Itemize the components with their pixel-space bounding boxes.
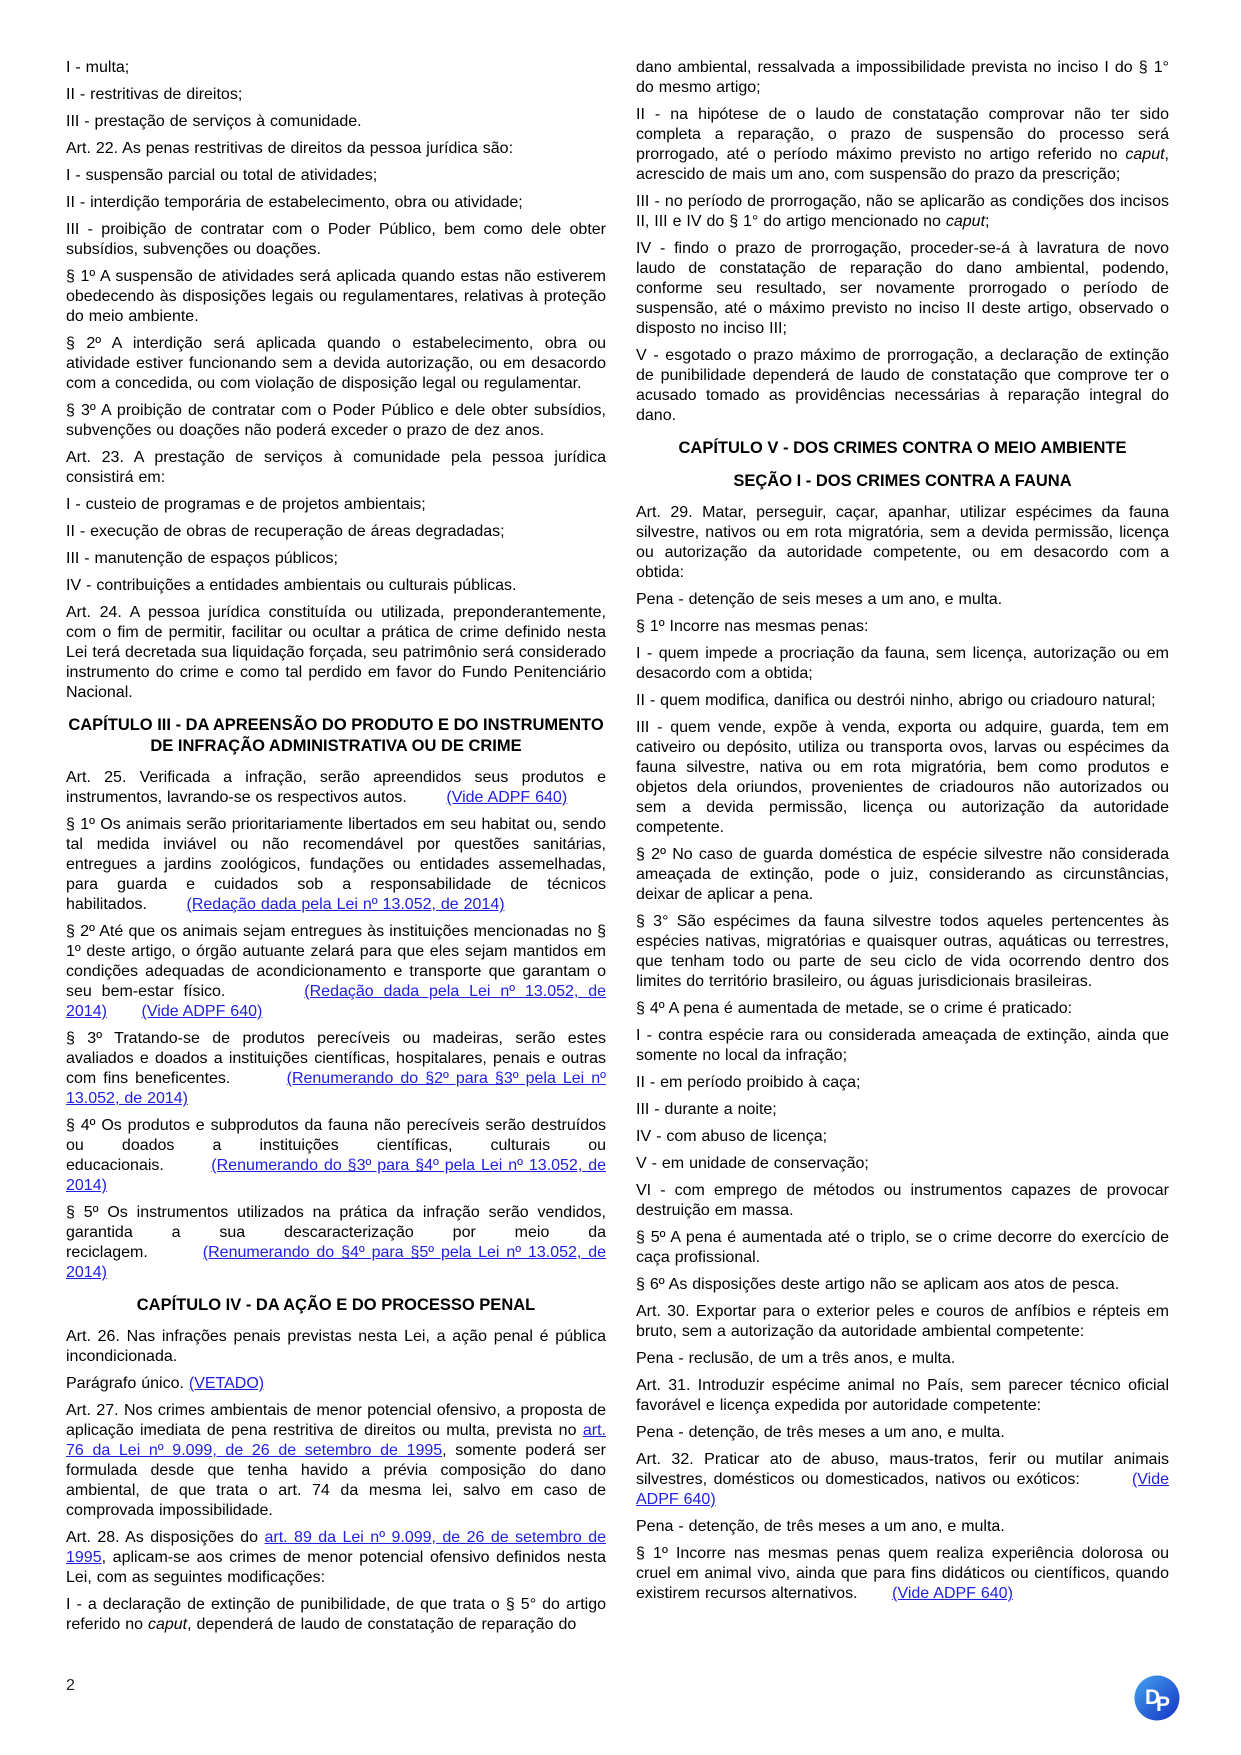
italic-term: caput <box>1125 146 1165 163</box>
paragraph <box>66 166 606 186</box>
text-run: III - durante a noite; <box>636 1101 777 1118</box>
logo-letter-d: D <box>1145 1686 1161 1709</box>
text-run: § 1º A suspensão de atividades será aplicada quando estas não estiverem obedecendo às disposições legais ou regulamentares, relativas à proteção do meio ambiente. <box>66 268 606 325</box>
paragraph <box>636 192 1169 232</box>
paragraph <box>66 1528 606 1588</box>
paragraph <box>66 401 606 441</box>
text-run: § 2º No caso de guarda doméstica de espécie silvestre não considerada ameaçada de extinção, pode o juiz, considerando as circunstâncias, deixar de aplicar a pena. <box>636 846 1169 903</box>
law-reference-link[interactable]: (Renumerando do §2º para §3º pela Lei nº 13.052, de 2014) <box>66 1070 606 1107</box>
dp-logo <box>1133 1674 1181 1722</box>
text-run: II - na hipótese de o laudo de constatação comprovar não ter sido completa a reparação, o prazo de suspensão do processo será prorrogado, até o período máximo previsto no artigo referido no <box>636 106 1169 163</box>
text-run: Parágrafo único. <box>66 1375 189 1392</box>
text-run: Art. 26. Nas infrações penais previstas nesta Lei, a ação penal é pública incondicionada. <box>66 1328 606 1365</box>
paragraph <box>66 603 606 703</box>
text-run: II - interdição temporária de estabelecimento, obra ou atividade; <box>66 194 523 211</box>
paragraph <box>636 617 1169 637</box>
paragraph <box>66 522 606 542</box>
paragraph <box>66 1595 606 1635</box>
text-run: CAPÍTULO V - DOS CRIMES CONTRA O MEIO AMBIENTE <box>678 439 1127 457</box>
text-run: V - em unidade de conservação; <box>636 1155 869 1172</box>
text-run: VI - com emprego de métodos ou instrumentos capazes de provocar destruição em massa. <box>636 1182 1169 1219</box>
text-run: § 3º Tratando-se de produtos perecíveis ou madeiras, serão estes avaliados e doados a instituições científicas, hospitalares, penais e outras com fins beneficentes. <box>66 1030 606 1087</box>
paragraph <box>66 1203 606 1283</box>
chapter-heading <box>636 438 1169 459</box>
text-run: I - multa; <box>66 59 130 76</box>
paragraph <box>636 718 1169 838</box>
paragraph <box>636 503 1169 583</box>
paragraph <box>636 1517 1169 1537</box>
law-reference-link[interactable]: (Redação dada pela Lei nº 13.052, de 2014) <box>66 983 606 1020</box>
text-run: Art. 27. Nos crimes ambientais de menor potencial ofensivo, a proposta de aplicação imediata de pena restritiva de direitos ou multa, prevista no <box>66 1402 606 1439</box>
paragraph <box>66 1029 606 1109</box>
text-run: § 5º Os instrumentos utilizados na prática da infração serão vendidos, garantida a sua descaracterização por meio da reciclagem. <box>66 1204 606 1261</box>
paragraph <box>636 1275 1169 1295</box>
law-reference-link[interactable]: art. 89 da Lei nº 9.099, de 26 de setembro de 1995 <box>66 1529 607 1566</box>
text-run: Art. 22. As penas restritivas de direitos da pessoa jurídica são: <box>66 140 514 157</box>
chapter-heading <box>66 715 606 757</box>
text-run: Pena - detenção, de três meses a um ano, e multa. <box>636 1518 1005 1535</box>
paragraph <box>636 1026 1169 1066</box>
paragraph <box>66 112 606 132</box>
paragraph <box>636 239 1169 339</box>
text-run: § 3° São espécimes da fauna silvestre todos aqueles pertencentes às espécies nativas, migratórias e quaisquer outras, aquáticas ou terrestres, que tenham todo ou parte de seu ciclo de vida ocorrendo dentro dos limites do território brasileiro, ou águas jurisdicionais brasileiras. <box>636 913 1169 990</box>
paragraph <box>636 1154 1169 1174</box>
text-run: § 4º Os produtos e subprodutos da fauna não perecíveis serão destruídos ou doados a instituições científicas, culturais ou educacionais. <box>66 1117 606 1174</box>
paragraph <box>66 58 606 78</box>
law-reference-link[interactable]: (Vide ADPF 640) <box>636 1471 1169 1508</box>
text-run: IV - com abuso de licença; <box>636 1128 828 1145</box>
paragraph <box>66 139 606 159</box>
text-run: II - restritivas de direitos; <box>66 86 243 103</box>
law-reference-link[interactable]: (Renumerando do §3º para §4º pela Lei nº 13.052, de 2014) <box>66 1157 606 1194</box>
text-run: CAPÍTULO III - DA APREENSÃO DO PRODUTO E DO INSTRUMENTO DE INFRAÇÃO ADMINISTRATIVA OU DE CRIME <box>68 716 604 755</box>
text-run: IV - findo o prazo de prorrogação, proceder-se-á à lavratura de novo laudo de constatação de reparação do dano ambiental, podendo, conforme seu resultado, ser novamente prorrogado o período de suspensão, até o máximo previsto no inciso II deste artigo, observado o disposto no inciso III; <box>636 240 1169 337</box>
text-run: I - custeio de programas e de projetos ambientais; <box>66 496 426 513</box>
paragraph <box>636 590 1169 610</box>
text-run: § 5º A pena é aumentada até o triplo, se o crime decorre do exercício de caça profissional. <box>636 1229 1169 1266</box>
text-run: Art. 23. A prestação de serviços à comunidade pela pessoa jurídica consistirá em: <box>66 449 606 486</box>
text-run: , aplicam-se aos crimes de menor potencial ofensivo definidos nesta Lei, com as seguintes modificações: <box>66 1549 606 1586</box>
paragraph <box>66 1327 606 1367</box>
text-run: III - no período de prorrogação, não se aplicarão as condições dos incisos II, III e IV do § 1° do artigo mencionado no <box>636 193 1169 230</box>
paragraph <box>636 999 1169 1019</box>
law-reference-link[interactable]: (Redação dada pela Lei nº 13.052, de 2014) <box>186 896 505 913</box>
text-run: § 4º A pena é aumentada de metade, se o crime é praticado: <box>636 1000 1073 1017</box>
paragraph <box>636 845 1169 905</box>
text-run: § 6º As disposições deste artigo não se aplicam aos atos de pesca. <box>636 1276 1120 1293</box>
text-run: , dependerá de laudo de constatação de reparação do <box>187 1616 577 1633</box>
text-run: II - quem modifica, danifica ou destrói ninho, abrigo ou criadouro natural; <box>636 692 1156 709</box>
text-run: I - a declaração de extinção de punibilidade, de que trata o § 5° do artigo referido no <box>66 1596 606 1633</box>
text-run: II - execução de obras de recuperação de áreas degradadas; <box>66 523 505 540</box>
right-column <box>636 58 1169 1642</box>
paragraph <box>66 334 606 394</box>
text-run: III - proibição de contratar com o Poder Público, bem como dele obter subsídios, subvenções ou doações. <box>66 221 606 258</box>
text-run: § 1º Os animais serão prioritariamente libertados em seu habitat ou, sendo tal medida inviável ou não recomendável por questões sanitárias, entregues a jardins zoológicos, fundações ou entidades assemelhadas, para guarda e cuidados sob a responsabilidade de técnicos habilitados. <box>66 816 606 913</box>
text-run: I - quem impede a procriação da fauna, sem licença, autorização ou em desacordo com a obtida; <box>636 645 1169 682</box>
paragraph <box>66 768 606 808</box>
chapter-heading <box>66 1295 606 1316</box>
text-run: V - esgotado o prazo máximo de prorrogação, a declaração de extinção de punibilidade dependerá de laudo de constatação que comprove ter o acusado tomado as providências necessárias à reparação integral do dano. <box>636 347 1169 424</box>
paragraph <box>636 1376 1169 1416</box>
law-reference-link[interactable]: (Vide ADPF 640) <box>446 789 568 806</box>
text-run: SEÇÃO I - DOS CRIMES CONTRA A FAUNA <box>733 472 1072 490</box>
paragraph <box>636 58 1169 98</box>
paragraph <box>636 1349 1169 1369</box>
text-run: III - manutenção de espaços públicos; <box>66 550 338 567</box>
paragraph <box>636 105 1169 185</box>
italic-term: caput <box>147 1616 188 1633</box>
paragraph <box>66 1374 606 1394</box>
text-run: CAPÍTULO IV - DA AÇÃO E DO PROCESSO PENAL <box>136 1296 536 1314</box>
law-reference-link[interactable]: (Vide ADPF 640) <box>892 1585 1013 1602</box>
text-run: Art. 29. Matar, perseguir, caçar, apanhar, utilizar espécimes da fauna silvestre, nativos ou em rota migratória, sem a devida permissão, licença ou autorização da autoridade competente, ou em desacordo com a obtida: <box>636 504 1169 581</box>
text-run: Pena - reclusão, de um a três anos, e multa. <box>636 1350 956 1367</box>
text-run: ; <box>985 213 990 230</box>
paragraph <box>66 495 606 515</box>
text-run: Pena - detenção, de três meses a um ano, e multa. <box>636 1424 1005 1441</box>
paragraph <box>636 1450 1169 1510</box>
text-run: Art. 31. Introduzir espécime animal no País, sem parecer técnico oficial favorável e licença expedida por autoridade competente: <box>636 1377 1169 1414</box>
text-run: Art. 30. Exportar para o exterior peles e couros de anfíbios e répteis em bruto, sem a autorização da autoridade ambiental competente: <box>636 1303 1169 1340</box>
text-run: § 2º Até que os animais sejam entregues às instituições mencionadas no § 1º deste artigo, o órgão autuante zelará para que eles sejam mantidos em condições adequadas de acondicionamento e transporte que garantam o seu bem-estar físico. <box>66 923 606 1000</box>
text-run: I - suspensão parcial ou total de atividades; <box>66 167 378 184</box>
page-number: 2 <box>66 1677 75 1694</box>
text-run: § 1º Incorre nas mesmas penas quem realiza experiência dolorosa ou cruel em animal vivo, ainda que para fins didáticos ou científicos, quando existirem recursos alternativos. <box>636 1545 1169 1602</box>
law-reference-link[interactable]: (Renumerando do §4º para §5º pela Lei nº 13.052, de 2014) <box>66 1244 607 1281</box>
chapter-heading <box>636 471 1169 492</box>
text-run: § 3º A proibição de contratar com o Poder Público e dele obter subsídios, subvenções ou doações não poderá exceder o prazo de dez anos. <box>66 402 606 439</box>
paragraph <box>636 1100 1169 1120</box>
paragraph <box>66 193 606 213</box>
paragraph <box>636 1228 1169 1268</box>
law-reference-link[interactable]: art. 76 da Lei nº 9.099, de 26 de setembro de 1995 <box>66 1422 606 1459</box>
text-run: § 2º A interdição será aplicada quando o estabelecimento, obra ou atividade estiver funcionando sem a devida autorização, ou em desacordo com a concedida, ou com violação de disposição legal ou regulamentar. <box>66 335 606 392</box>
text-run: § 1º Incorre nas mesmas penas: <box>636 618 869 635</box>
text-run: , acrescido de mais um ano, com suspensão do prazo da prescrição; <box>636 146 1169 183</box>
text-run: IV - contribuições a entidades ambientais ou culturais públicas. <box>66 577 517 594</box>
text-run: dano ambiental, ressalvada a impossibilidade prevista no inciso I do § 1° do mesmo artigo; <box>636 59 1169 96</box>
paragraph <box>66 448 606 488</box>
text-run: Art. 32. Praticar ato de abuso, maus-tratos, ferir ou mutilar animais silvestres, domésticos ou domesticados, nativos ou exóticos: <box>636 1451 1169 1488</box>
paragraph <box>66 922 606 1022</box>
paragraph <box>636 691 1169 711</box>
paragraph <box>636 1181 1169 1221</box>
text-run <box>107 1003 142 1020</box>
text-run: Art. 24. A pessoa jurídica constituída ou utilizada, preponderantemente, com o fim de permitir, facilitar ou ocultar a prática de crime definido nesta Lei terá decretada sua liquidação forçada, seu patrimônio será considerado instrumento do crime e como tal perdido em favor do Fundo Penitenciário Nacional. <box>66 604 606 701</box>
text-run: Art. 25. Verificada a infração, serão apreendidos seus produtos e instrumentos, lavrando-se os respectivos autos. <box>66 769 606 806</box>
paragraph <box>66 576 606 596</box>
law-reference-link[interactable]: (VETADO) <box>188 1375 265 1392</box>
left-column <box>66 58 606 1642</box>
paragraph <box>66 549 606 569</box>
paragraph <box>636 346 1169 426</box>
paragraph <box>636 1544 1169 1604</box>
law-reference-link[interactable]: (Vide ADPF 640) <box>141 1003 263 1020</box>
paragraph <box>636 1127 1169 1147</box>
paragraph <box>66 815 606 915</box>
paragraph <box>636 912 1169 992</box>
paragraph <box>66 85 606 105</box>
paragraph <box>636 1423 1169 1443</box>
document-page <box>66 58 1169 1642</box>
paragraph <box>66 220 606 260</box>
text-run: III - quem vende, expõe à venda, exporta ou adquire, guarda, tem em cativeiro ou depósito, utiliza ou transporta ovos, larvas ou espécimes da fauna silvestre, nativa ou em rota migratória, bem como produtos e objetos dela oriundos, provenientes de criadouros não autorizados ou sem a devida permissão, licença ou autorização da autoridade competente. <box>636 719 1169 836</box>
text-run: Pena - detenção de seis meses a um ano, e multa. <box>636 591 1003 608</box>
paragraph <box>66 1116 606 1196</box>
text-run: II - em período proibido à caça; <box>636 1074 861 1091</box>
paragraph <box>66 1401 606 1521</box>
text-run: , somente poderá ser formulada desde que tenha havido a prévia composição do dano ambiental, de que trata o art. 74 da mesma lei, salvo em caso de comprovada impossibilidade. <box>66 1442 606 1519</box>
paragraph <box>636 644 1169 684</box>
italic-term: caput <box>945 213 986 230</box>
text-run: Art. 28. As disposições do <box>66 1529 265 1546</box>
text-run: I - contra espécie rara ou considerada ameaçada de extinção, ainda que somente no local da infração; <box>636 1027 1169 1064</box>
paragraph <box>66 267 606 327</box>
text-run: III - prestação de serviços à comunidade. <box>66 113 362 130</box>
logo-letter-p: P <box>1156 1693 1171 1716</box>
paragraph <box>636 1073 1169 1093</box>
paragraph <box>636 1302 1169 1342</box>
